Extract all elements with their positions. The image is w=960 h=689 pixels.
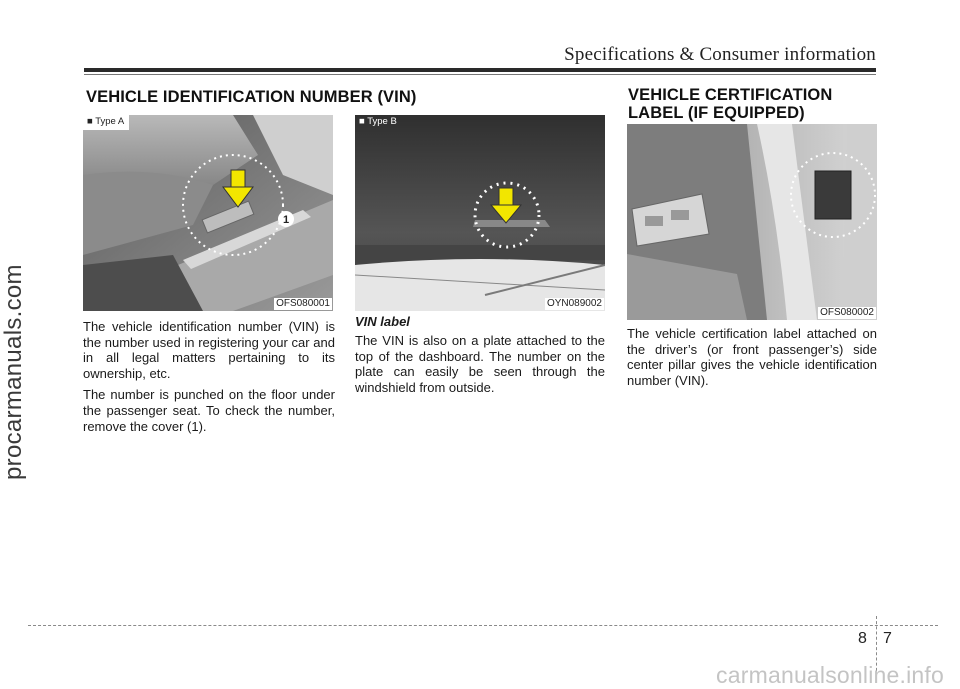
photo-a-code: OFS080001 [276,298,330,309]
header-rule-thin [84,74,876,75]
black-square-icon: ■ [87,116,93,127]
photo-type-a [83,115,333,311]
cert-title-line-1: VEHICLE CERTIFICATION [628,86,833,104]
vin-paragraph-2: The number is punched on the floor under the passenger seat. To check the number, remove the cover (1). [83,387,335,434]
footer-dashed-rule [28,625,938,626]
cert-title-line-2: LABEL (IF EQUIPPED) [628,104,805,122]
photo-cert-code: OFS080002 [820,307,874,318]
seat-floor-illustration [83,115,333,311]
photo-type-b [355,115,605,311]
bottom-watermark: carmanualsonline.info [716,662,944,688]
type-b-tag [355,115,402,130]
windshield-illustration [355,115,605,311]
vin-body-text [83,319,335,440]
vin-section-title: VEHICLE IDENTIFICATION NUMBER (VIN) [86,88,417,106]
type-a-tag [83,115,129,130]
callout-number: 1 [282,214,290,226]
running-header: Specifications & Consumer information [564,44,876,65]
side-watermark: procarmanuals.com [0,264,27,480]
cert-body-text: The vehicle certification label attached on the driver’s (or front passenger’s) side center pillar gives the vehicle identification number (VIN). [627,326,877,388]
door-pillar-illustration [627,124,877,320]
vin-label-text: The VIN is also on a plate attached to the top of the dashboard. The number on the plate can easily be seen through the windshield from outside. [355,333,605,395]
type-b-label: Type B [367,116,397,127]
type-a-label: Type A [95,116,125,127]
photo-b-code: OYN089002 [546,298,602,309]
chapter-number: 8 [858,630,867,647]
header-rule [84,68,876,72]
page-number: 7 [883,630,892,647]
vin-paragraph-1: The vehicle identification number (VIN) is the number used in registering your car and in all legal matters pertaining to its ownership, etc. [83,319,335,381]
vin-label-heading: VIN label [355,314,410,329]
black-square-icon: ■ [359,116,365,127]
cert-section-title [628,86,832,122]
photo-cert-label [627,124,877,320]
